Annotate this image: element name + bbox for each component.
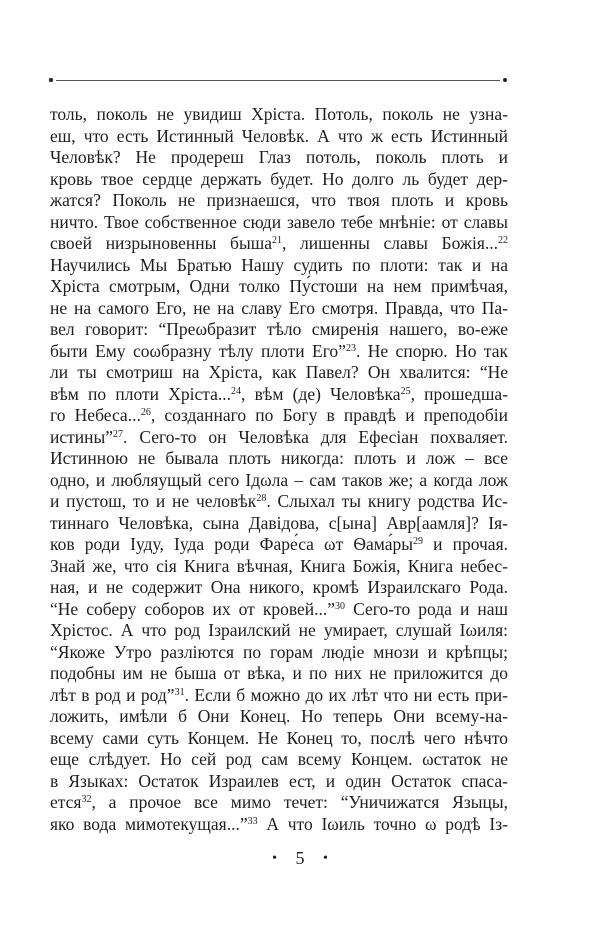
text-run: еще слѣдует. Но сей род сам всему Концем. ωстаток не <box>50 749 508 769</box>
text-line <box>50 255 508 277</box>
text-line <box>50 620 508 642</box>
text-run: , вѣм (де) Человѣка <box>241 383 401 404</box>
text-line <box>50 470 508 492</box>
text-line <box>50 212 508 234</box>
text-run: Человѣк? Не продереш Глаз потоль, поколь плоть и <box>50 147 508 167</box>
text-run: вел говорит: “Преωбразит тѣло смиренія нашего, во-еже <box>50 319 508 339</box>
footnote-ref: 33 <box>247 815 258 827</box>
text-line <box>50 577 508 599</box>
body-text <box>50 104 508 835</box>
footnote-ref: 28 <box>256 493 267 504</box>
text-run: ничто. Твое собственное сюди завело тебе мнѣніе: от славы <box>50 211 508 232</box>
footnote-ref: 30 <box>335 600 346 612</box>
text-line <box>50 362 508 384</box>
text-run: ков роди Іуду, Іуда роди Фаре́са ωт Ѳама́ры <box>50 534 413 554</box>
text-line <box>50 513 508 535</box>
text-run: не на самого Его, не на славу Его смотря. Правда, что Па- <box>50 297 508 318</box>
text-run: ли ты смотриш на Хріста, как Павел? Он хвалится: “Не <box>50 362 508 382</box>
text-line <box>50 663 508 685</box>
text-run: “Не соберу соборов их от кровей...” <box>50 598 336 619</box>
text-line <box>50 556 508 578</box>
footnote-ref: 25 <box>400 385 411 397</box>
text-line <box>50 298 508 320</box>
footnote-ref: 22 <box>498 235 509 246</box>
text-run: лѣт в род и род” <box>50 684 175 705</box>
text-run: Хріста смотрым, Одни толко Пу́стоши на нем примѣчая, <box>50 276 508 296</box>
text-line <box>50 147 508 169</box>
text-line <box>50 814 508 836</box>
text-run: своей низрыновенны быша <box>50 233 272 253</box>
text-run: . Сего-то он Человѣка для Ефесіан похваляет. <box>123 426 508 447</box>
text-line <box>50 233 508 255</box>
footnote-ref: 29 <box>412 536 423 547</box>
text-line <box>50 190 508 212</box>
text-line <box>50 685 508 707</box>
footer-bullet-right: • <box>323 851 328 866</box>
text-run: одно, и любляущый сего Ідωла – сам таков же; а когда лож <box>50 469 508 490</box>
text-run: ется <box>50 792 82 812</box>
text-run: Хрістос. А что род Ізраилский не умирает, слушай Іωиля: <box>50 620 508 640</box>
text-line <box>50 384 508 406</box>
text-run: истины” <box>50 426 114 447</box>
text-line <box>50 319 508 341</box>
text-line <box>50 491 508 513</box>
footnote-ref: 31 <box>174 686 185 698</box>
text-run: Истинною не бывала плоть никогда: плоть и лож – все <box>50 448 508 468</box>
text-run: быти Ему соωбразну тѣлу плоти Его” <box>50 340 346 361</box>
text-line <box>50 749 508 771</box>
text-run: подобны им не быша от вѣка, и по них не приложится до <box>50 663 508 683</box>
text-run: кровь твое сердце держать будет. Но долго ль будет дер- <box>50 168 508 189</box>
text-line <box>50 771 508 793</box>
text-line <box>50 341 508 363</box>
text-run: , созданнаго по Богу в правдѣ и преподобіи <box>150 405 509 425</box>
text-run: Знай же, что сія Книга вѣчная, Книга Божія, Книга небес- <box>50 555 508 576</box>
text-run: ложить, имѣли б Они Конец. Но теперь Они всему-на- <box>50 706 508 726</box>
footnote-ref: 32 <box>81 794 92 805</box>
text-line <box>50 792 508 814</box>
header-rule <box>56 80 500 81</box>
text-line <box>50 728 508 750</box>
text-run: толь, поколь не увидиш Хріста. Потоль, поколь не узна- <box>50 104 508 124</box>
text-run: тиннаго Человѣка, сына Давідова, с[ына] Авр[аамля]? Ія- <box>50 512 508 533</box>
text-line <box>50 276 508 298</box>
text-run: жатся? Поколь не признаешся, что твоя плоть и кровь <box>50 190 508 210</box>
page-footer <box>0 846 600 871</box>
text-run: , лишенны славы Божія... <box>281 233 499 253</box>
text-run: еш, что есть Истинный Человѣк. А что ж есть Истинный <box>50 125 508 146</box>
footer-bullet-left: • <box>272 851 277 866</box>
text-run: всему сами суть Концем. Не Конец то, послѣ чего нѣчто <box>50 727 508 748</box>
text-line <box>50 104 508 126</box>
footnote-ref: 23 <box>345 342 356 354</box>
footnote-ref: 27 <box>113 428 124 440</box>
text-run: вѣм по плоти Хріста... <box>50 383 231 404</box>
text-line <box>50 427 508 449</box>
header-rule-dot-right <box>503 78 507 82</box>
text-line <box>50 599 508 621</box>
footnote-ref: 21 <box>271 235 282 246</box>
header-rule-dot-left <box>49 78 53 82</box>
text-run: Сего-то рода и наш <box>345 598 508 619</box>
text-run: “Якоже Утро разліются по горам людіе мнози и крѣпцы; <box>50 641 508 662</box>
text-line <box>50 405 508 427</box>
footnote-ref: 26 <box>140 407 151 418</box>
text-run: . Не спорю. Но так <box>355 340 508 361</box>
text-line <box>50 448 508 470</box>
text-line <box>50 706 508 728</box>
text-line <box>50 642 508 664</box>
text-run: А что Іωиль точно ω родѣ Із- <box>257 813 508 834</box>
text-run: в Языках: Остаток Израилев ест, и один Остаток спаса- <box>50 770 508 791</box>
text-run: и прочая. <box>422 534 508 554</box>
text-run: . Слыхал ты книгу родства Ис- <box>266 491 508 511</box>
text-run: , а прочое все мимо течет: “Уничижатся Языцы, <box>91 792 508 812</box>
text-line <box>50 534 508 556</box>
text-run: ная, и не содержит Она никого, кромѣ Израилскаго Рода. <box>50 577 508 597</box>
text-run: , прошедша- <box>410 383 509 404</box>
page-number: 5 <box>295 848 305 868</box>
text-line <box>50 169 508 191</box>
text-run: Научились Мы Братью Нашу судить по плоти: так и на <box>50 254 508 275</box>
text-run: и пустош, то и не человѣк <box>50 491 257 511</box>
text-line <box>50 126 508 148</box>
text-run: го Небеса... <box>50 405 141 425</box>
footnote-ref: 24 <box>231 385 241 397</box>
text-run: . Если б можно до их лѣт что ни есть при- <box>184 684 509 705</box>
text-run: яко вода мимотекущая...” <box>50 813 248 834</box>
